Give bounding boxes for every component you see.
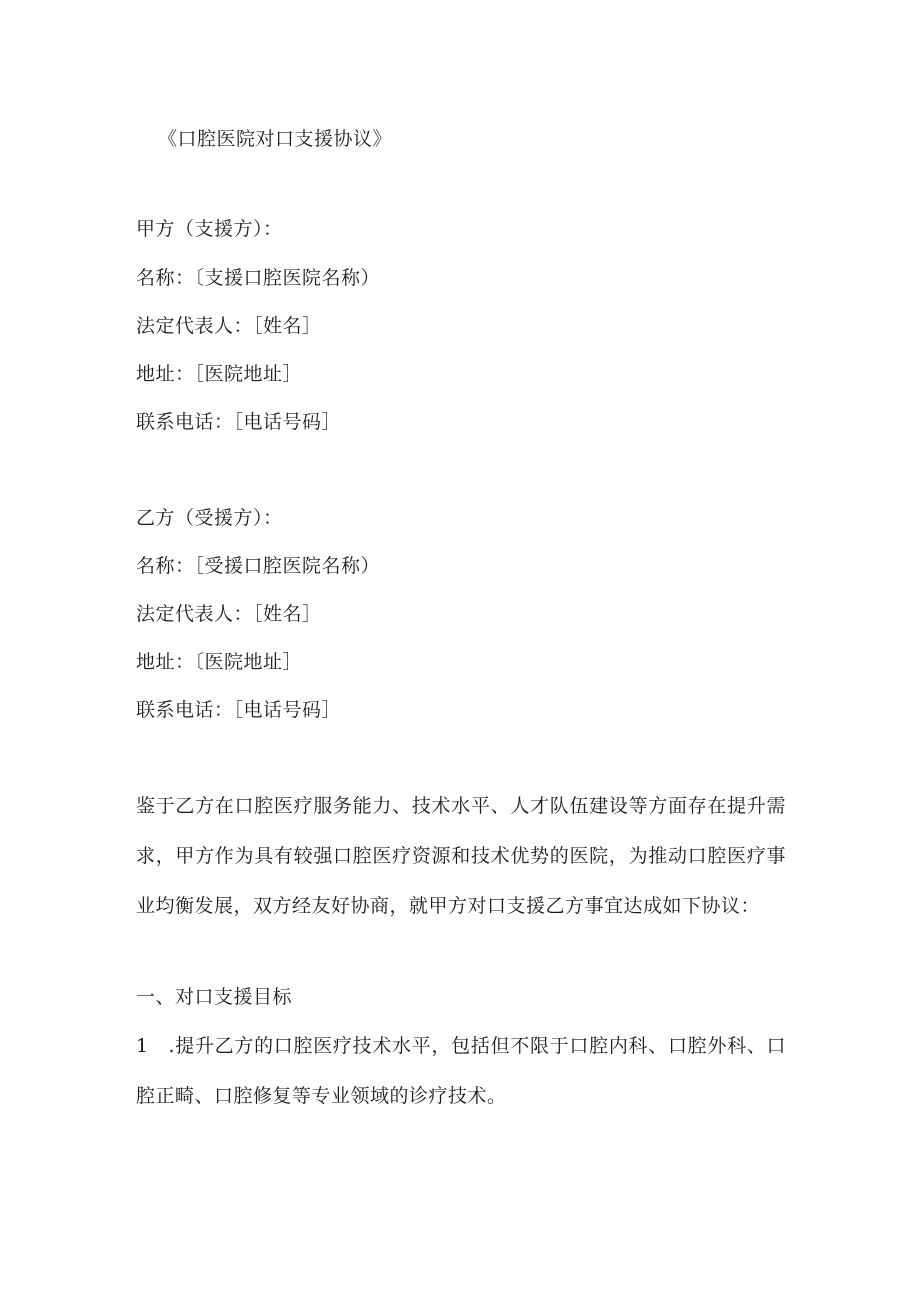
party-a-heading: 甲方（支援方）： <box>136 218 283 240</box>
party-b-representative: 法定代表人：［姓名］ <box>136 603 322 625</box>
party-b-phone: 联系电话：［电话号码］ <box>136 699 342 721</box>
preamble-paragraph: 鉴于乙方在口腔医疗服务能力、技术水平、人才队伍建设等方面存在提升需求，甲方作为具有较强口腔医疗资源和技术优势的医院，为推动口腔医疗事业均衡发展，双方经友好协商，就甲方对口支援乙方事宜达成如下协议： <box>136 795 786 917</box>
section-1-heading: 一、对口支援目标 <box>136 986 293 1008</box>
party-a-address: 地址：［医院地址］ <box>136 363 303 385</box>
party-a-name: 名称：〔支援口腔医院名称） <box>136 267 381 289</box>
section-1-item-1: 1 .提升乙方的口腔医疗技术水平，包括但不限于口腔内科、口腔外科、口腔正畸、口腔修复等专业领域的诊疗技术。 <box>136 1035 786 1107</box>
party-b-name: 名称：［受援口腔医院名称） <box>136 555 381 577</box>
party-b-heading: 乙方（受援方）： <box>136 507 283 529</box>
party-b-address: 地址：〔医院地址］ <box>136 651 303 673</box>
document-title: 《口腔医院对口支援协议》 <box>158 128 393 150</box>
party-a-representative: 法定代表人：［姓名］ <box>136 315 322 337</box>
party-a-phone: 联系电话：［电话号码］ <box>136 411 342 433</box>
